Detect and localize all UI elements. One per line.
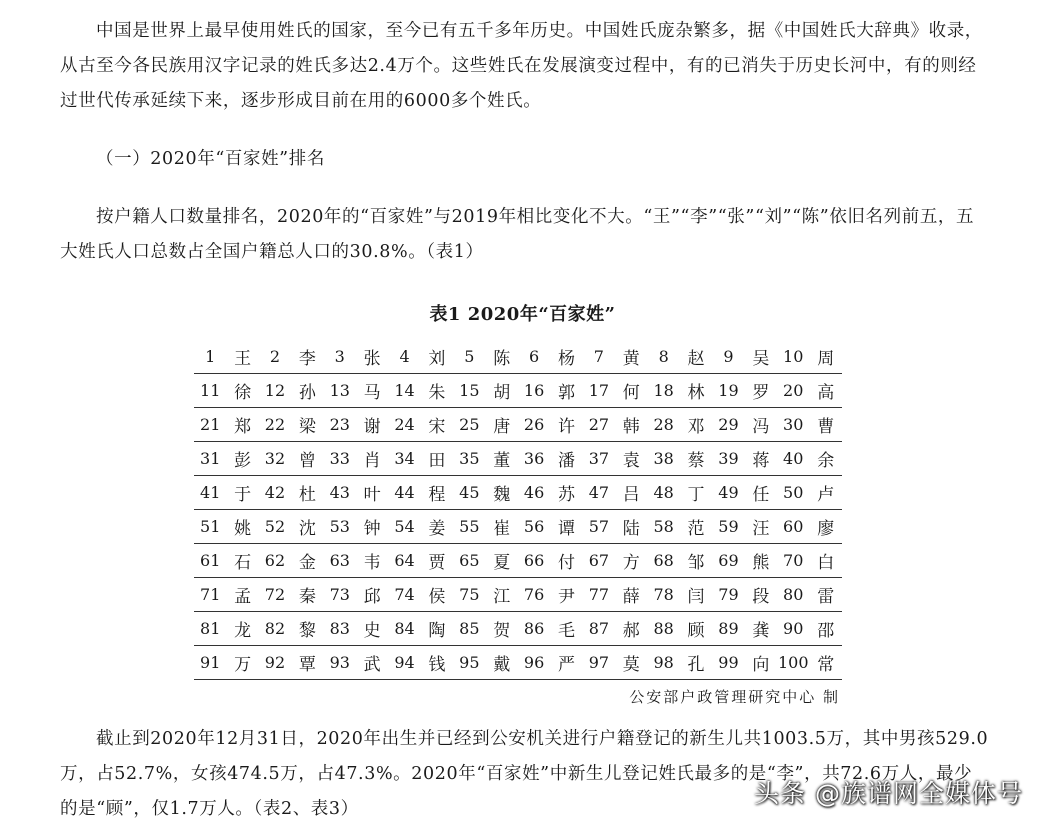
rank-number: 54 bbox=[388, 510, 420, 544]
table-row bbox=[194, 408, 842, 442]
rank-number: 7 bbox=[583, 340, 615, 374]
surname: 秦 bbox=[291, 578, 323, 612]
rank-number: 27 bbox=[583, 408, 615, 442]
surname: 段 bbox=[745, 578, 777, 612]
surname: 杨 bbox=[550, 340, 582, 374]
rank-number: 63 bbox=[324, 544, 356, 578]
rank-number: 19 bbox=[712, 374, 744, 408]
surname: 石 bbox=[226, 544, 258, 578]
surname: 袁 bbox=[615, 442, 647, 476]
rank-number: 69 bbox=[712, 544, 744, 578]
surname: 卢 bbox=[809, 476, 842, 510]
rank-number: 73 bbox=[324, 578, 356, 612]
rank-number: 46 bbox=[518, 476, 550, 510]
rank-number: 25 bbox=[453, 408, 485, 442]
rank-number: 11 bbox=[194, 374, 226, 408]
surname: 史 bbox=[356, 612, 388, 646]
surname: 曾 bbox=[291, 442, 323, 476]
surname: 覃 bbox=[291, 646, 323, 680]
surname: 梁 bbox=[291, 408, 323, 442]
rank-number: 61 bbox=[194, 544, 226, 578]
surname: 钱 bbox=[421, 646, 453, 680]
surname: 肖 bbox=[356, 442, 388, 476]
rank-number: 66 bbox=[518, 544, 550, 578]
rank-number: 39 bbox=[712, 442, 744, 476]
ranking-paragraph: 按户籍人口数量排名，2020年的“百家姓”与2019年相比变化不大。“王”“李”“张”“刘”“陈”依旧名列前五，五大姓氏人口总数占全国户籍总人口的30.8%。（表1） bbox=[60, 207, 975, 262]
surname: 黄 bbox=[615, 340, 647, 374]
rank-number: 75 bbox=[453, 578, 485, 612]
rank-number: 100 bbox=[777, 646, 809, 680]
surname: 贾 bbox=[421, 544, 453, 578]
surname: 苏 bbox=[550, 476, 582, 510]
rank-number: 29 bbox=[712, 408, 744, 442]
surname: 侯 bbox=[421, 578, 453, 612]
section-heading: （一）2020年“百家姓”排名 bbox=[96, 149, 325, 169]
rank-number: 84 bbox=[388, 612, 420, 646]
surname: 孔 bbox=[680, 646, 712, 680]
surname: 邹 bbox=[680, 544, 712, 578]
rank-number: 82 bbox=[259, 612, 291, 646]
rank-number: 37 bbox=[583, 442, 615, 476]
rank-number: 98 bbox=[647, 646, 679, 680]
surname: 方 bbox=[615, 544, 647, 578]
surname: 沈 bbox=[291, 510, 323, 544]
rank-number: 80 bbox=[777, 578, 809, 612]
surname: 白 bbox=[809, 544, 842, 578]
surname: 唐 bbox=[486, 408, 518, 442]
surname: 陈 bbox=[486, 340, 518, 374]
surname: 莫 bbox=[615, 646, 647, 680]
rank-number: 1 bbox=[194, 340, 226, 374]
surname: 贺 bbox=[486, 612, 518, 646]
surname: 杜 bbox=[291, 476, 323, 510]
surname: 高 bbox=[809, 374, 842, 408]
rank-number: 70 bbox=[777, 544, 809, 578]
surname: 常 bbox=[809, 646, 842, 680]
rank-number: 48 bbox=[647, 476, 679, 510]
surname: 宋 bbox=[421, 408, 453, 442]
rank-number: 18 bbox=[647, 374, 679, 408]
rank-number: 50 bbox=[777, 476, 809, 510]
rank-number: 38 bbox=[647, 442, 679, 476]
surname: 郝 bbox=[615, 612, 647, 646]
surname: 孙 bbox=[291, 374, 323, 408]
rank-number: 8 bbox=[647, 340, 679, 374]
rank-number: 12 bbox=[259, 374, 291, 408]
rank-number: 85 bbox=[453, 612, 485, 646]
table-row bbox=[194, 374, 842, 408]
surname: 陶 bbox=[421, 612, 453, 646]
surname: 闫 bbox=[680, 578, 712, 612]
rank-number: 44 bbox=[388, 476, 420, 510]
rank-number: 23 bbox=[324, 408, 356, 442]
rank-number: 55 bbox=[453, 510, 485, 544]
rank-number: 71 bbox=[194, 578, 226, 612]
surname: 赵 bbox=[680, 340, 712, 374]
rank-number: 36 bbox=[518, 442, 550, 476]
surname: 吴 bbox=[745, 340, 777, 374]
rank-number: 64 bbox=[388, 544, 420, 578]
surname: 廖 bbox=[809, 510, 842, 544]
rank-number: 78 bbox=[647, 578, 679, 612]
rank-number: 32 bbox=[259, 442, 291, 476]
table-row bbox=[194, 612, 842, 646]
rank-number: 60 bbox=[777, 510, 809, 544]
rank-number: 4 bbox=[388, 340, 420, 374]
surname: 何 bbox=[615, 374, 647, 408]
table-row bbox=[194, 646, 842, 680]
rank-number: 52 bbox=[259, 510, 291, 544]
surname: 张 bbox=[356, 340, 388, 374]
surname: 邓 bbox=[680, 408, 712, 442]
rank-number: 2 bbox=[259, 340, 291, 374]
surname: 顾 bbox=[680, 612, 712, 646]
rank-number: 42 bbox=[259, 476, 291, 510]
table-row bbox=[194, 340, 842, 374]
rank-number: 99 bbox=[712, 646, 744, 680]
surname: 李 bbox=[291, 340, 323, 374]
rank-number: 87 bbox=[583, 612, 615, 646]
rank-number: 56 bbox=[518, 510, 550, 544]
rank-number: 34 bbox=[388, 442, 420, 476]
table-row bbox=[194, 510, 842, 544]
surname: 江 bbox=[486, 578, 518, 612]
rank-number: 21 bbox=[194, 408, 226, 442]
surname: 付 bbox=[550, 544, 582, 578]
surname: 胡 bbox=[486, 374, 518, 408]
surname: 蔡 bbox=[680, 442, 712, 476]
surname: 田 bbox=[421, 442, 453, 476]
surname: 王 bbox=[226, 340, 258, 374]
surname: 谭 bbox=[550, 510, 582, 544]
rank-number: 57 bbox=[583, 510, 615, 544]
surname: 周 bbox=[809, 340, 842, 374]
rank-number: 10 bbox=[777, 340, 809, 374]
rank-number: 53 bbox=[324, 510, 356, 544]
rank-number: 94 bbox=[388, 646, 420, 680]
rank-number: 72 bbox=[259, 578, 291, 612]
surname: 潘 bbox=[550, 442, 582, 476]
watermark: 头条 @族谱网全媒体号 bbox=[754, 779, 1023, 808]
surname: 严 bbox=[550, 646, 582, 680]
table-title: 表1 2020年“百家姓” bbox=[429, 304, 616, 325]
surname: 谢 bbox=[356, 408, 388, 442]
surname: 钟 bbox=[356, 510, 388, 544]
intro-paragraph: 中国是世界上最早使用姓氏的国家，至今已有五千多年历史。中国姓氏庞杂繁多，据《中国姓氏大辞典》收录，从古至今各民族用汉字记录的姓氏多达2.4万个。这些姓氏在发展演变过程中，有的已消失于历史长河中，有的则经过世代传承延续下来，逐步形成目前在用的6000多个姓氏。 bbox=[60, 21, 983, 111]
table-row bbox=[194, 544, 842, 578]
surname: 程 bbox=[421, 476, 453, 510]
rank-number: 3 bbox=[324, 340, 356, 374]
rank-number: 58 bbox=[647, 510, 679, 544]
newborns-paragraph: 截止到2020年12月31日，2020年出生并已经到公安机关进行户籍登记的新生儿共1003.5万，其中男孩529.0万，占52.7%，女孩474.5万，占47.3%。2020年“百家姓”中新生儿登记姓氏最多的是“李”，共72.6万人，最少的是“顾”，仅1.7万人。（表2、表3） bbox=[60, 729, 989, 819]
rank-number: 15 bbox=[453, 374, 485, 408]
rank-number: 91 bbox=[194, 646, 226, 680]
rank-number: 67 bbox=[583, 544, 615, 578]
rank-number: 31 bbox=[194, 442, 226, 476]
rank-number: 24 bbox=[388, 408, 420, 442]
rank-number: 20 bbox=[777, 374, 809, 408]
rank-number: 49 bbox=[712, 476, 744, 510]
rank-number: 9 bbox=[712, 340, 744, 374]
surname: 叶 bbox=[356, 476, 388, 510]
surname: 丁 bbox=[680, 476, 712, 510]
surname: 薛 bbox=[615, 578, 647, 612]
surname: 姚 bbox=[226, 510, 258, 544]
surname: 郑 bbox=[226, 408, 258, 442]
table-row bbox=[194, 476, 842, 510]
surname: 毛 bbox=[550, 612, 582, 646]
rank-number: 51 bbox=[194, 510, 226, 544]
rank-number: 14 bbox=[388, 374, 420, 408]
rank-number: 92 bbox=[259, 646, 291, 680]
rank-number: 41 bbox=[194, 476, 226, 510]
surname: 黎 bbox=[291, 612, 323, 646]
surname: 郭 bbox=[550, 374, 582, 408]
rank-number: 96 bbox=[518, 646, 550, 680]
surname: 蒋 bbox=[745, 442, 777, 476]
surname: 董 bbox=[486, 442, 518, 476]
rank-number: 59 bbox=[712, 510, 744, 544]
surname: 邱 bbox=[356, 578, 388, 612]
surname: 熊 bbox=[745, 544, 777, 578]
surname: 龙 bbox=[226, 612, 258, 646]
rank-number: 74 bbox=[388, 578, 420, 612]
surname: 孟 bbox=[226, 578, 258, 612]
rank-number: 77 bbox=[583, 578, 615, 612]
rank-number: 30 bbox=[777, 408, 809, 442]
rank-number: 97 bbox=[583, 646, 615, 680]
surname: 彭 bbox=[226, 442, 258, 476]
rank-number: 5 bbox=[453, 340, 485, 374]
surname: 陆 bbox=[615, 510, 647, 544]
rank-number: 79 bbox=[712, 578, 744, 612]
surname: 任 bbox=[745, 476, 777, 510]
surname: 姜 bbox=[421, 510, 453, 544]
surname: 魏 bbox=[486, 476, 518, 510]
rank-number: 89 bbox=[712, 612, 744, 646]
surname: 崔 bbox=[486, 510, 518, 544]
surname: 汪 bbox=[745, 510, 777, 544]
rank-number: 86 bbox=[518, 612, 550, 646]
rank-number: 81 bbox=[194, 612, 226, 646]
rank-number: 16 bbox=[518, 374, 550, 408]
rank-number: 28 bbox=[647, 408, 679, 442]
rank-number: 62 bbox=[259, 544, 291, 578]
rank-number: 47 bbox=[583, 476, 615, 510]
surname-ranking-table bbox=[194, 340, 842, 680]
surname: 夏 bbox=[486, 544, 518, 578]
surname: 韦 bbox=[356, 544, 388, 578]
rank-number: 95 bbox=[453, 646, 485, 680]
rank-number: 13 bbox=[324, 374, 356, 408]
rank-number: 26 bbox=[518, 408, 550, 442]
surname: 冯 bbox=[745, 408, 777, 442]
table-row bbox=[194, 442, 842, 476]
rank-number: 68 bbox=[647, 544, 679, 578]
rank-number: 83 bbox=[324, 612, 356, 646]
rank-number: 40 bbox=[777, 442, 809, 476]
rank-number: 33 bbox=[324, 442, 356, 476]
surname: 徐 bbox=[226, 374, 258, 408]
surname: 刘 bbox=[421, 340, 453, 374]
rank-number: 88 bbox=[647, 612, 679, 646]
surname: 韩 bbox=[615, 408, 647, 442]
rank-number: 45 bbox=[453, 476, 485, 510]
surname: 曹 bbox=[809, 408, 842, 442]
rank-number: 76 bbox=[518, 578, 550, 612]
rank-number: 35 bbox=[453, 442, 485, 476]
surname: 林 bbox=[680, 374, 712, 408]
rank-number: 93 bbox=[324, 646, 356, 680]
surname: 邵 bbox=[809, 612, 842, 646]
surname: 尹 bbox=[550, 578, 582, 612]
surname: 金 bbox=[291, 544, 323, 578]
surname: 朱 bbox=[421, 374, 453, 408]
surname: 余 bbox=[809, 442, 842, 476]
surname: 罗 bbox=[745, 374, 777, 408]
table-credit: 公安部户政管理研究中心 制 bbox=[629, 688, 840, 706]
surname: 戴 bbox=[486, 646, 518, 680]
table-row bbox=[194, 578, 842, 612]
surname: 向 bbox=[745, 646, 777, 680]
rank-number: 6 bbox=[518, 340, 550, 374]
rank-number: 90 bbox=[777, 612, 809, 646]
surname: 龚 bbox=[745, 612, 777, 646]
surname: 武 bbox=[356, 646, 388, 680]
rank-number: 43 bbox=[324, 476, 356, 510]
rank-number: 22 bbox=[259, 408, 291, 442]
surname: 于 bbox=[226, 476, 258, 510]
surname: 万 bbox=[226, 646, 258, 680]
surname: 雷 bbox=[809, 578, 842, 612]
surname: 范 bbox=[680, 510, 712, 544]
surname: 吕 bbox=[615, 476, 647, 510]
rank-number: 17 bbox=[583, 374, 615, 408]
surname: 许 bbox=[550, 408, 582, 442]
surname: 马 bbox=[356, 374, 388, 408]
rank-number: 65 bbox=[453, 544, 485, 578]
